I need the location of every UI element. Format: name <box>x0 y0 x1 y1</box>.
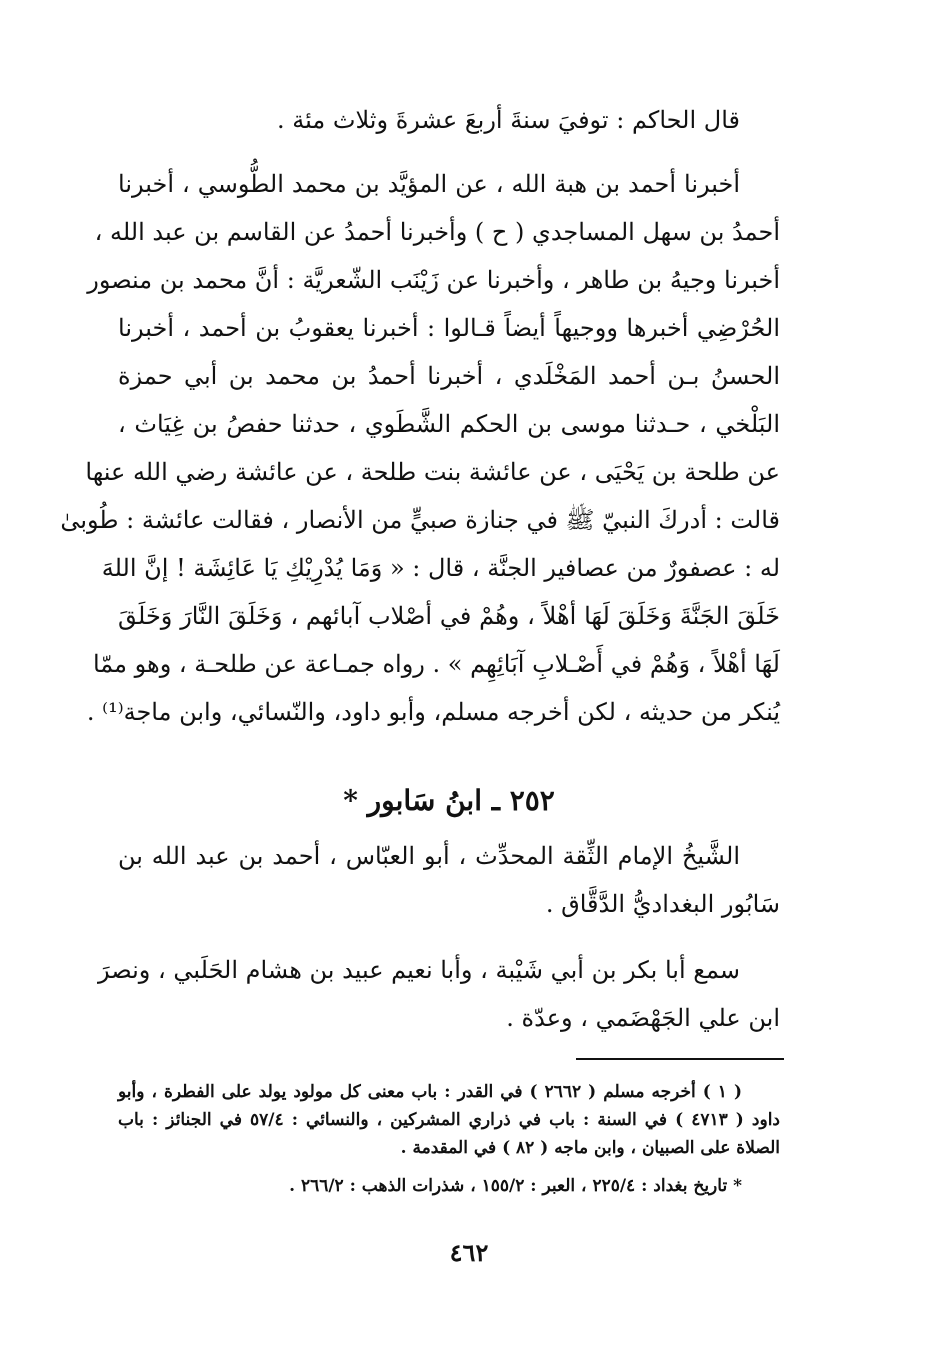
text-line: الحُرْضِي أخبرها ووجيهاً أيضاً قـالوا : أخبرنا يعقوبُ بن أحمد ، أخبرنا <box>118 314 780 342</box>
paragraph-death-date <box>118 96 780 144</box>
paragraph-hadith-chain <box>60 160 780 736</box>
paragraph-teachers <box>98 946 780 1042</box>
text-line: خَلَقَ الجَنَّةَ وَخَلَقَ لَهَا أهْلاً ، وهُمْ في أصْلاب آبائهم ، وَخَلَقَ النَّارَ وَخَلَقَ <box>118 602 780 630</box>
text-line: سمع أبا بكر بن أبي شَيْبة ، وأبا نعيم عبيد بن هشام الحَلَبي ، ونصرَ <box>98 956 740 984</box>
text-line: قال الحاكم : توفيَ سنةَ أربعَ عشرةَ وثلاث مئة . <box>277 106 740 134</box>
text-line: عن طلحة بن يَحْيَى ، عن عائشة بنت طلحة ، عن عائشة رضي الله عنها <box>85 458 780 486</box>
footnote-star-source: * تاريخ بغداد : ٢٢٥/٤ ، العبر : ١٥٥/٢ ، شذرات الذهب : ٢٦٦/٢ . <box>289 1176 742 1196</box>
text-line: ابن علي الجَهْضَمي ، وعدّة . <box>506 1004 780 1032</box>
text-line: أحمدُ بن سهل المساجدي ( ح ) وأخبرنا أحمدُ عن القاسم بن عبد الله ، <box>94 218 780 246</box>
biography-heading: ٢٥٢ ـ ابنُ سَابور * <box>343 784 555 817</box>
page-number: ٤٦٢ <box>449 1238 489 1267</box>
footnote-line: داود ( ٤٧١٣ ) في السنة : باب في ذراري المشركين ، والنسائي : ٥٧/٤ في الجنائز : باب <box>118 1110 780 1130</box>
text-line: سَابُور البغداديُّ الدَّقَّاق . <box>545 890 780 918</box>
footnote-line: ( ١ ) أخرجه مسلم ( ٢٦٦٢ ) في القدر : باب معنى كل مولود يولد على الفطرة ، وأبو <box>118 1082 742 1102</box>
footnotes <box>118 1078 780 1200</box>
paragraph-biography-intro <box>118 832 780 928</box>
footnote-gap <box>118 1162 780 1172</box>
text-line: يُنكر من حديثه ، لكن أخرجه مسلم، وأبو داود، والنّسائي، وابن ماجة⁽¹⁾ . <box>86 698 780 726</box>
text-line: أخبرنا أحمد بن هبة الله ، عن المؤيَّد بن محمد الطُّوسي ، أخبرنا <box>118 170 740 198</box>
text-line: قالت : أدركَ النبيّ ﷺ في جنازة صبيٍّ من الأنصار ، فقالت عائشة : طُوبىٰ <box>60 506 780 534</box>
text-line: لَهَا أهْلاً ، وَهُمْ في أَصْـلابِ آبَائِهِم » . رواه جمـاعة عن طلحـة ، وهو ممّا <box>92 650 780 678</box>
footnote-line: الصلاة على الصبيان ، وابن ماجه ( ٨٢ ) في المقدمة . <box>400 1138 780 1158</box>
text-line: الشَّيخُ الإمام الثِّقة المحدِّث ، أبو العبّاس ، أحمد بن عبد الله بن <box>118 842 740 870</box>
footnote-separator <box>576 1058 784 1060</box>
text-line: الحسنُ بـن أحمد المَخْلَدي ، أخبرنا أحمدُ بن محمد بن أبي حمزة <box>118 362 780 390</box>
text-line: أخبرنا وجيهُ بن طاهر ، وأخبرنا عن زَيْنَب الشّعريَّة : أنَّ محمد بن منصور <box>87 266 780 294</box>
text-line: البَلْخي ، حـدثنا موسى بن الحكم الشَّطَوي ، حدثنا حفصُ بن غِيَاث ، <box>118 410 780 438</box>
text-line: له : عصفورٌ من عصافير الجنَّة ، قال : « وَمَا يُدْرِيْكِ يَا عَائِشَة ! إنَّ اللهَ <box>101 554 780 582</box>
